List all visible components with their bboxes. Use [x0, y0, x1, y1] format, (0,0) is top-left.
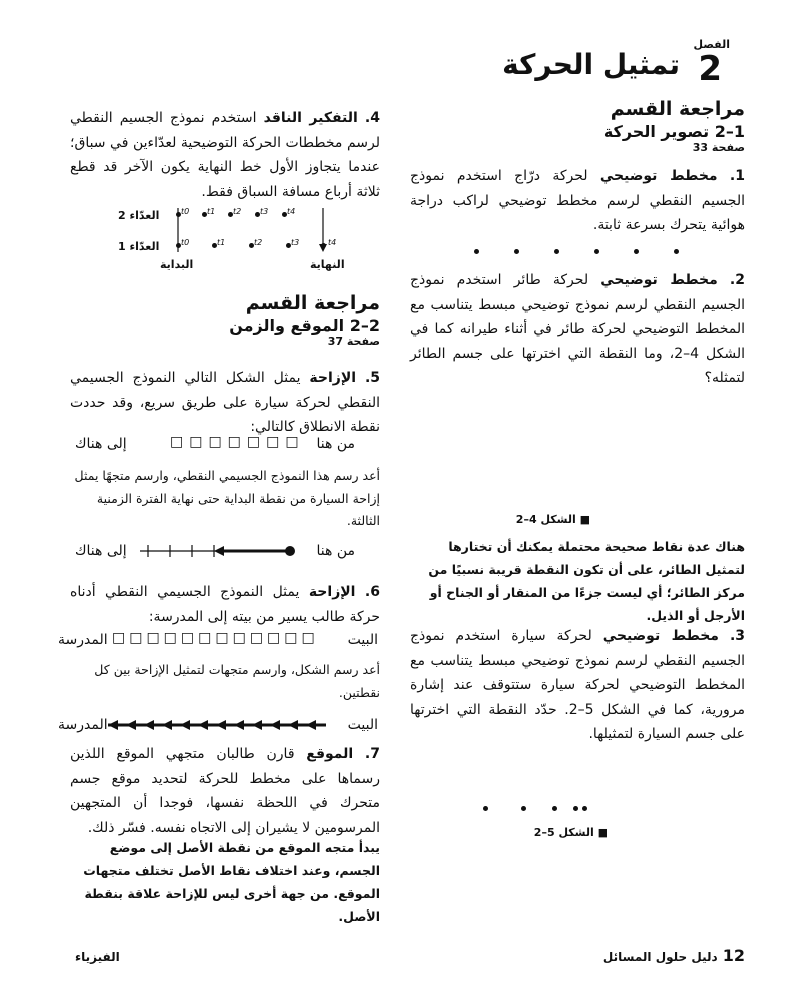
problem-lead: الإزاحة: [309, 370, 357, 386]
page-number: 12: [722, 946, 745, 965]
arrow-head: [180, 720, 190, 730]
problem-number: 7.: [364, 746, 380, 762]
time-tick: t4: [328, 238, 337, 247]
problem-6-instruction: أعد رسم الشكل، وارسم متجهات لتمثيل الإزاحة بين كل نقطتين.: [94, 662, 380, 700]
problem-1: [410, 164, 745, 238]
time-tick: t3: [291, 238, 300, 247]
problem-number: 3.: [729, 628, 746, 644]
motion-dot: [483, 806, 488, 811]
from-here-label: من هنا: [316, 436, 355, 452]
square-bullet-icon: ■: [597, 826, 608, 839]
time-tick: t4: [287, 207, 296, 216]
problem-lead: الإزاحة: [308, 584, 356, 600]
displacement-vector-diagram: [140, 542, 300, 562]
problem-lead: مخطط توضيحي: [600, 272, 718, 288]
problem-number: 4.: [364, 110, 380, 126]
arrow-head: [306, 720, 316, 730]
home-label: البيت: [347, 632, 378, 648]
arrow-head: [198, 720, 208, 730]
section-2-header: [70, 292, 380, 348]
problem-3: [410, 624, 745, 747]
arrow-head: [252, 720, 262, 730]
chapter-title: تمثيل الحركة: [502, 48, 680, 81]
motion-dot: [634, 249, 639, 254]
time-tick: t1: [217, 238, 226, 247]
position-boxes: □□□□□□□□□□□□: [112, 630, 319, 646]
arrow-head: [216, 720, 226, 730]
start-point: [285, 546, 295, 556]
chapter-header: [490, 36, 730, 89]
footer-subject: الفيزياء: [75, 950, 120, 964]
arrow-head: [288, 720, 298, 730]
school-label: المدرسة: [58, 717, 108, 733]
problem-7-answer: يبدأ متجه الموقع من نقطة الأصل إلى موضع الجسم، وعند اختلاف نقاط الأصل تختلف متجهات الموقع. من جهة أخرى ليس للإزاحة علاقة بنقطة الأصل.: [83, 840, 380, 925]
start-label: البداية: [160, 258, 194, 271]
problem-text: لحركة درّاج استخدم نموذج الجسيم النقطي لرسم مخطط توضيحي لراكب دراجة هوائية يتحرك بسرعة ثابتة.: [410, 168, 745, 233]
footer-right: [603, 946, 745, 965]
problem-7: [70, 742, 380, 840]
time-tick: t3: [260, 207, 269, 216]
motion-dot: [474, 249, 479, 254]
position-boxes: □□□□□□□: [170, 434, 305, 450]
problem-5: [70, 366, 380, 440]
figure-4-label: [516, 513, 590, 526]
arrow-head: [144, 720, 154, 730]
problem-text: لحركة طائر استخدم نموذج الجسيم النقطي لرسم نموذج توضيحي مبسط يتناسب مع المخطط التوضيحي لحركة طائر في أثناء طيرانه كما في الشكل 4–2، وما النقطة التي اخترتها على جسم الطائر لتمثله؟: [410, 272, 745, 386]
motion-dot: [594, 249, 599, 254]
home-label: البيت: [347, 717, 378, 733]
arrow-head: [126, 720, 136, 730]
problem-number: 5.: [364, 370, 381, 386]
chapter-number: 2: [698, 49, 722, 89]
arrow-head: [270, 720, 280, 730]
motion-dot: [554, 249, 559, 254]
to-there-label: إلى هناك: [75, 436, 127, 452]
problem-number: 6.: [364, 584, 380, 600]
figure-label-text: الشكل 4–2: [515, 513, 576, 526]
motion-dot: [674, 249, 679, 254]
runner-2-label: العدّاء 2: [118, 209, 160, 222]
to-there-label: إلى هناك: [75, 543, 127, 559]
runner-1-label: العدّاء 1: [118, 240, 160, 253]
motion-dot: [514, 249, 519, 254]
school-label: المدرسة: [58, 632, 108, 648]
problem-number: 1.: [729, 168, 745, 184]
problem-4: [70, 106, 380, 204]
problem-lead: مخطط توضيحي: [599, 168, 718, 184]
vector-arrow-head: [214, 546, 224, 556]
problem-number: 2.: [729, 272, 745, 288]
time-tick: t1: [207, 207, 216, 216]
page-reference: صفحة 33: [692, 141, 745, 154]
chapter-label: الفصل: [693, 38, 730, 51]
section-review-heading: مراجعة القسم: [245, 292, 380, 314]
problem-lead: الموقع: [306, 746, 354, 762]
section-title: 2–2 الموقع والزمن: [229, 316, 380, 335]
motion-dot: [552, 806, 557, 811]
problem-lead: التفكير الناقد: [263, 110, 358, 126]
problem-text: استخدم نموذج الجسيم النقطي لرسم مخططات الحركة التوضيحية لعدّاءين في سباق؛ عندما يتجاوز الأول خط النهاية يكون الآخر قد قطع ثلاثة أرباع مسافة السباق فقط.: [70, 110, 380, 200]
arrow-head: [162, 720, 172, 730]
arrow-head: [234, 720, 244, 730]
time-tick: t2: [254, 238, 263, 247]
page-reference: صفحة 37: [327, 335, 380, 348]
displacement-arrows-diagram: [108, 716, 328, 736]
square-bullet-icon: ■: [579, 513, 590, 526]
figure-5-label: [534, 826, 608, 839]
time-tick: t0: [181, 238, 190, 247]
race-diagram: [110, 200, 360, 275]
figure-label-text: الشكل 5–2: [533, 826, 594, 839]
figure-4-answer: هناك عدة نقاط صحيحة محتملة يمكنك أن تختارها لتمثيل الطائر، على أن تكون النقطة قريبة نسبيًا من مركز الطائر؛ أي ليست جزءًا من المنقار أو الجناح أو الأرجل أو الذيل.: [428, 539, 745, 624]
section-review-heading: مراجعة القسم: [610, 98, 745, 120]
motion-dot: [521, 806, 526, 811]
problem-2: [410, 268, 745, 391]
motion-dot: [582, 806, 587, 811]
problem-lead: مخطط توضيحي: [602, 628, 719, 644]
motion-dot: [573, 806, 578, 811]
problem-5-instruction: أعد رسم هذا النموذج الجسيمي النقطي، وارسم متجهًا يمثل إزاحة السيارة من نقطة البداية حتى نهاية الفترة الزمنية الثالثة.: [74, 468, 380, 528]
section-title: 1–2 تصوير الحركة: [603, 122, 745, 141]
time-tick: t2: [233, 207, 242, 216]
from-here-label: من هنا: [316, 543, 355, 559]
problem-6: [70, 580, 380, 629]
problem-text: يمثل النموذج الجسيمي النقطي أدناه حركة طالب يسير من بيته إلى المدرسة:: [70, 584, 380, 625]
problem-text: قارن طالبان متجهي الموقع اللذين رسماها على مخطط للحركة لتحديد موقع جسم متحرك في اللحظة نفسها، فوجدا أن المتجهين المرسومين لا يشيران إلى الاتجاه نفسه. فسّر ذلك.: [70, 746, 380, 836]
runner-1-dot: [321, 243, 326, 248]
time-tick: t0: [181, 207, 190, 216]
arrow-head: [108, 720, 118, 730]
book-title: دليل حلول المسائل: [602, 950, 718, 964]
finish-label: النهاية: [310, 258, 345, 271]
problem-text: لحركة سيارة استخدم نموذج الجسيم النقطي لرسم نموذج توضيحي مبسط يتناسب مع المخطط التوضيحي لحركة سيارة ستتوقف عند إشارة مرورية، كما في الشكل 5–2. حدّد النقطة التي اخترتها على جسم السيارة لتمثيلها.: [410, 628, 745, 742]
problem-text: يمثل الشكل التالي النموذج الجسيمي النقطي لحركة سيارة على طريق سريع، وقد حددت نقطة الانطلاق كالتالي:: [70, 370, 380, 435]
right-column: [410, 98, 745, 898]
